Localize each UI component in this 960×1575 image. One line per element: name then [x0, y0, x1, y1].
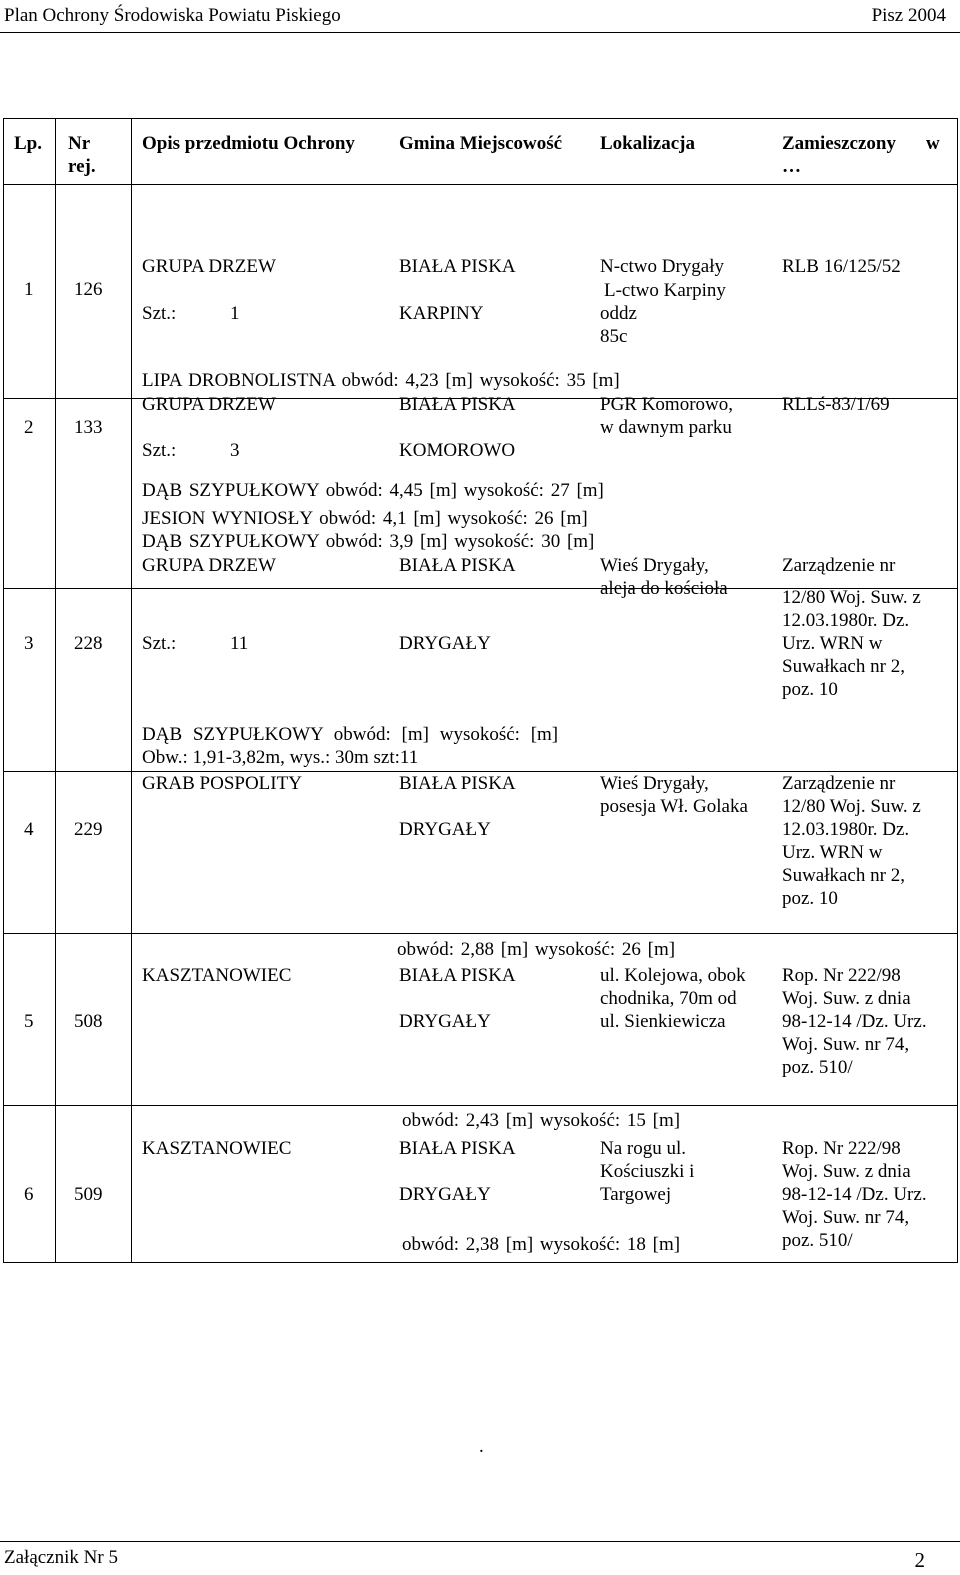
- row-nr: 229: [74, 819, 103, 840]
- row-szt-label: Szt.:: [142, 303, 177, 324]
- row-content: [132, 772, 957, 933]
- row-lokalizacja-3: oddz: [600, 303, 637, 324]
- row-lokalizacja-1: ul. Kolejowa, obok: [600, 965, 746, 986]
- row-nr: 133: [74, 417, 103, 438]
- row-zamieszczony-4: Urz. WRN w: [782, 842, 883, 863]
- row-content: [132, 185, 957, 398]
- col-zamieszczony-header-ellipsis: …: [782, 156, 801, 177]
- row-gmina: BIAŁA PISKA: [399, 394, 516, 415]
- row-lokalizacja-2: posesja Wł. Golaka: [600, 796, 748, 817]
- row-lp: 6: [24, 1184, 34, 1205]
- row-szt-value: 3: [230, 440, 240, 461]
- row-zamieszczony-5: Suwałkach nr 2,: [782, 865, 905, 886]
- row-nr: 508: [74, 1011, 103, 1032]
- row-opis: KASZTANOWIEC: [142, 965, 292, 986]
- row-miejscowosc: DRYGAŁY: [399, 819, 491, 840]
- row-lokalizacja-1: Na rogu ul.: [600, 1138, 687, 1159]
- row-opis: GRUPA DRZEW: [142, 394, 276, 415]
- row-measure-line: DĄB SZYPUŁKOWY obwód: [m] wysokość: [m]: [142, 724, 559, 745]
- monuments-table: [3, 118, 958, 1263]
- row-lokalizacja-2: L-ctwo Karpiny: [604, 280, 726, 301]
- row-zamieszczony-1: Rop. Nr 222/98: [782, 965, 901, 986]
- row-lokalizacja-4: 85c: [600, 326, 628, 347]
- row-zamieszczony-1: Rop. Nr 222/98: [782, 1138, 901, 1159]
- row-nr: 509: [74, 1184, 103, 1205]
- row-lokalizacja-2: w dawnym parku: [600, 417, 732, 438]
- row-lp: 2: [24, 417, 34, 438]
- row-opis: GRUPA DRZEW: [142, 555, 276, 576]
- row-lp: 3: [24, 633, 34, 654]
- row-gmina: BIAŁA PISKA: [399, 965, 516, 986]
- row-szt-label: Szt.:: [142, 440, 177, 461]
- row-content: [132, 589, 957, 771]
- row-opis: KASZTANOWIEC: [142, 1138, 292, 1159]
- row-lokalizacja-3: Targowej: [600, 1184, 672, 1205]
- row-content: [132, 934, 957, 1105]
- row-lp: 4: [24, 819, 34, 840]
- col-lp-header: Lp.: [14, 133, 42, 154]
- table-header-row: [4, 119, 958, 185]
- row-miejscowosc: DRYGAŁY: [399, 1184, 491, 1205]
- row-gmina: BIAŁA PISKA: [399, 773, 516, 794]
- col-nr-header-2: rej.: [68, 156, 96, 177]
- row-gmina: BIAŁA PISKA: [399, 555, 516, 576]
- page-number: 2: [914, 1548, 925, 1572]
- row-zamieszczony-6: poz. 10: [782, 888, 838, 909]
- header-year: Pisz 2004: [871, 5, 946, 26]
- row-zamieszczony-5: poz. 510/: [782, 1057, 853, 1078]
- row-zamieszczony-2: Woj. Suw. z dnia: [782, 1161, 911, 1182]
- row-zamieszczony-3: 12.03.1980r. Dz.: [782, 819, 910, 840]
- row-lp: 5: [24, 1011, 34, 1032]
- row-lokalizacja-2: Kościuszki i: [600, 1161, 695, 1182]
- row-measure-line: DĄB SZYPUŁKOWY obwód: 3,9 [m] wysokość: 30 [m]: [142, 531, 595, 552]
- row-lokalizacja-1: PGR Komorowo,: [600, 394, 734, 415]
- row-szt-label: Szt.:: [142, 633, 177, 654]
- row-measure-line: DĄB SZYPUŁKOWY obwód: 4,45 [m] wysokość: 27 [m]: [142, 480, 604, 501]
- col-gmina-header: Gmina Miejscowość: [399, 133, 563, 154]
- row-zamieszczony-4: Urz. WRN w: [782, 633, 883, 654]
- row-measure-line: obwód: 2,43 [m] wysokość: 15 [m]: [402, 1110, 681, 1131]
- row-zamieszczony-2: 12/80 Woj. Suw. z: [782, 796, 921, 817]
- row-gmina: BIAŁA PISKA: [399, 1138, 516, 1159]
- row-opis: GRUPA DRZEW: [142, 256, 276, 277]
- stray-dot: .: [479, 1436, 484, 1457]
- row-zamieszczony-2: Woj. Suw. z dnia: [782, 988, 911, 1009]
- col-nr-header: Nr: [68, 133, 91, 154]
- col-lokalizacja-header: Lokalizacja: [600, 133, 695, 154]
- row-miejscowosc: KARPINY: [399, 303, 484, 324]
- footer-rule: [0, 1541, 960, 1542]
- row-lokalizacja-2: chodnika, 70m od: [600, 988, 737, 1009]
- row-nr: 228: [74, 633, 103, 654]
- row-zamieszczony-3: 12.03.1980r. Dz.: [782, 610, 910, 631]
- header-title: Plan Ochrony Środowiska Powiatu Piskiego: [4, 5, 341, 26]
- row-gmina: BIAŁA PISKA: [399, 256, 516, 277]
- row-szt-value: 1: [230, 303, 240, 324]
- table-row: [4, 589, 958, 772]
- row-zamieszczony-1: Zarządzenie nr: [782, 555, 896, 576]
- row-lokalizacja-1: Wieś Drygały,: [600, 555, 709, 576]
- table-row: [4, 934, 958, 1106]
- row-zamieszczony-2: 12/80 Woj. Suw. z: [782, 587, 921, 608]
- row-miejscowosc: DRYGAŁY: [399, 1011, 491, 1032]
- row-nr: 126: [74, 279, 103, 300]
- row-zamieszczony: RLLś-83/1/69: [782, 394, 890, 415]
- row-measure-line: obwód: 2,88 [m] wysokość: 26 [m]: [397, 939, 676, 960]
- row-miejscowosc: DRYGAŁY: [399, 633, 491, 654]
- header-rule: [0, 32, 960, 33]
- row-szt-value: 11: [230, 633, 249, 654]
- row-opis: GRAB POSPOLITY: [142, 773, 302, 794]
- row-zamieszczony: RLB 16/125/52: [782, 256, 901, 277]
- row-zamieszczony-6: poz. 10: [782, 679, 838, 700]
- row-zamieszczony-5: poz. 510/: [782, 1230, 853, 1251]
- row-lokalizacja-1: N-ctwo Drygały: [600, 256, 724, 277]
- row-measure-line: JESION WYNIOSŁY obwód: 4,1 [m] wysokość: 26 [m]: [142, 508, 588, 529]
- trailing-measure-line: obwód: 2,38 [m] wysokość: 18 [m]: [402, 1234, 681, 1255]
- row-lokalizacja-1: Wieś Drygały,: [600, 773, 709, 794]
- row-miejscowosc: KOMOROWO: [399, 440, 516, 461]
- row-zamieszczony-4: Woj. Suw. nr 74,: [782, 1034, 910, 1055]
- table-row: [4, 772, 958, 934]
- row-lokalizacja-2: aleja do kościoła: [600, 578, 728, 599]
- row-measure-line: Obw.: 1,91-3,82m, wys.: 30m szt:11: [142, 747, 419, 768]
- row-lokalizacja-3: ul. Sienkiewicza: [600, 1011, 726, 1032]
- row-zamieszczony-3: 98-12-14 /Dz. Urz.: [782, 1184, 927, 1205]
- row-zamieszczony-4: Woj. Suw. nr 74,: [782, 1207, 910, 1228]
- col-opis-header: Opis przedmiotu Ochrony: [142, 133, 355, 154]
- col-zamieszczony-header: Zamieszczony: [782, 133, 896, 154]
- footer-attachment: Załącznik Nr 5: [4, 1547, 118, 1568]
- table-row: [4, 399, 958, 589]
- col-zamieszczony-header-w: w: [926, 133, 940, 154]
- row-lp: 1: [24, 279, 34, 300]
- row-zamieszczony-5: Suwałkach nr 2,: [782, 656, 905, 677]
- row-zamieszczony-1: Zarządzenie nr: [782, 773, 896, 794]
- row-zamieszczony-3: 98-12-14 /Dz. Urz.: [782, 1011, 927, 1032]
- table-row: [4, 185, 958, 399]
- row-measure-line: LIPA DROBNOLISTNA obwód: 4,23 [m] wysokość: 35 [m]: [142, 370, 620, 391]
